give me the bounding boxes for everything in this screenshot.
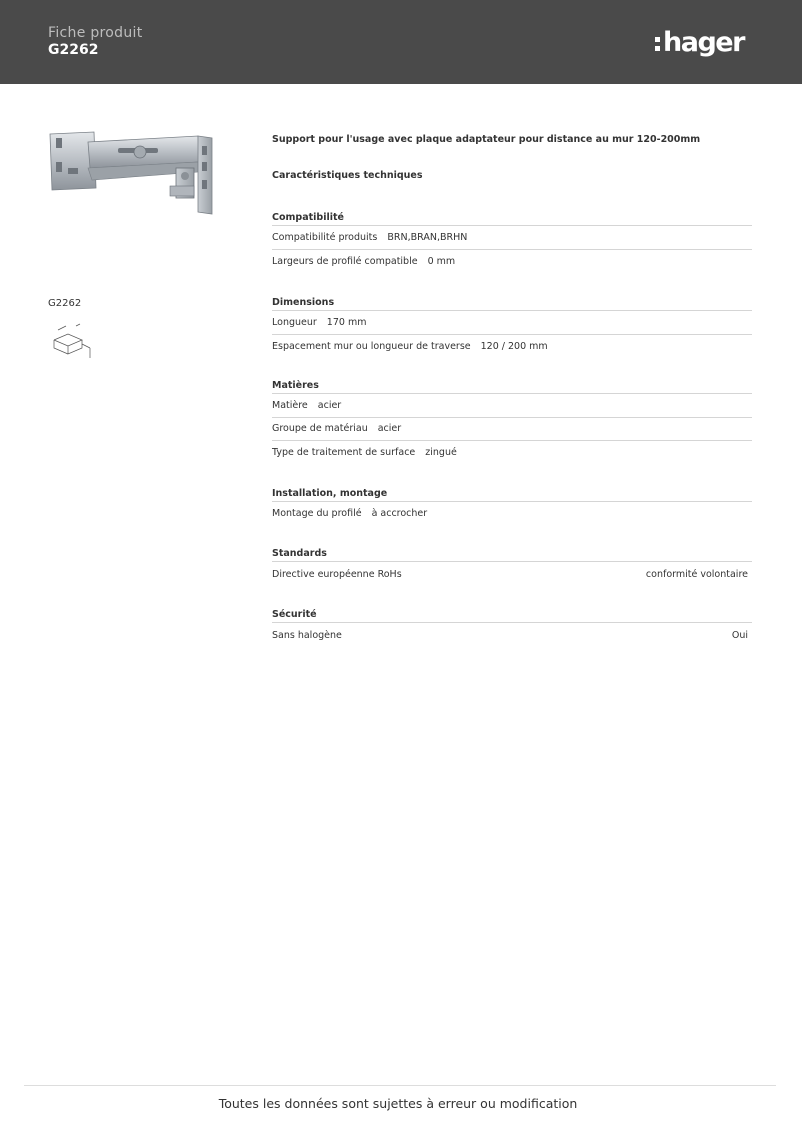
section-compatibility xyxy=(272,210,752,273)
spec-value: 0 mm xyxy=(427,255,456,267)
section-title: Sécurité xyxy=(272,607,752,623)
product-photo xyxy=(48,128,214,218)
product-code: G2262 xyxy=(48,298,82,309)
section-title: Standards xyxy=(272,546,752,562)
spec-label: Directive européenne RoHs xyxy=(272,569,402,580)
section-materials xyxy=(272,378,752,465)
spec-value: à accrocher xyxy=(371,508,428,520)
spec-value: acier xyxy=(317,399,342,411)
logo-dots-icon xyxy=(655,37,660,51)
footer-disclaimer: Toutes les données sont sujettes à erreur ou modification xyxy=(218,1096,578,1111)
section-standards xyxy=(272,546,752,587)
spec-row xyxy=(272,441,752,465)
section-title: Matières xyxy=(272,378,752,394)
spec-value: Oui xyxy=(731,630,748,641)
section-title: Compatibilité xyxy=(272,210,752,226)
spec-value: acier xyxy=(377,423,402,435)
spec-value: conformité volontaire xyxy=(645,569,748,580)
product-title: Support pour l'usage avec plaque adaptateur pour distance au mur 120-200mm xyxy=(272,134,701,145)
footer-divider xyxy=(24,1085,776,1086)
spec-value: zingué xyxy=(425,447,457,459)
spec-label: Compatibilité produits xyxy=(272,231,378,243)
hager-logo xyxy=(655,22,755,62)
document-reference: G2262 xyxy=(48,42,99,58)
spec-row xyxy=(272,562,752,587)
technical-drawing-thumbnail[interactable] xyxy=(48,318,98,364)
section-title: Dimensions xyxy=(272,295,752,311)
spec-label: Sans halogène xyxy=(272,630,342,641)
document-type: Fiche produit xyxy=(48,25,143,41)
spec-label: Largeurs de profilé compatible xyxy=(272,255,418,267)
spec-label: Montage du profilé xyxy=(272,508,362,520)
spec-label: Longueur xyxy=(272,316,317,328)
spec-row xyxy=(272,502,752,526)
section-installation xyxy=(272,486,752,526)
logo-wordmark: hager xyxy=(663,26,744,58)
spec-row xyxy=(272,250,752,274)
spec-row xyxy=(272,226,752,250)
spec-label: Type de traitement de surface xyxy=(272,447,416,459)
spec-row xyxy=(272,335,752,359)
section-title: Installation, montage xyxy=(272,486,752,502)
page-header xyxy=(0,0,802,84)
spec-value: BRN,BRAN,BRHN xyxy=(387,231,468,243)
spec-row xyxy=(272,311,752,335)
spec-row xyxy=(272,623,752,648)
section-safety xyxy=(272,607,752,648)
section-dimensions xyxy=(272,295,752,358)
spec-row xyxy=(272,418,752,442)
spec-label: Matière xyxy=(272,399,308,411)
spec-value: 120 / 200 mm xyxy=(480,340,548,352)
spec-label: Espacement mur ou longueur de traverse xyxy=(272,340,471,352)
spec-row xyxy=(272,394,752,418)
technical-characteristics-heading: Caractéristiques techniques xyxy=(272,170,423,181)
spec-label: Groupe de matériau xyxy=(272,423,368,435)
spec-value: 170 mm xyxy=(326,316,367,328)
